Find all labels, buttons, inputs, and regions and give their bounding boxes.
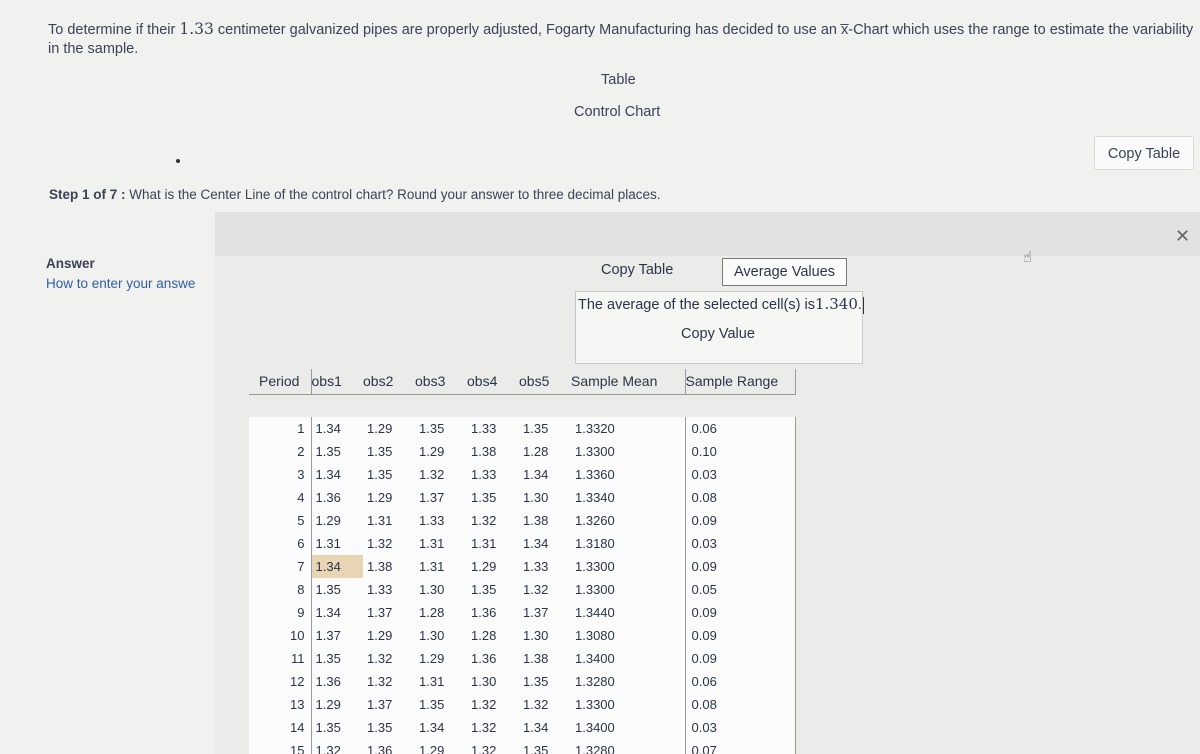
cell-obs3[interactable]: 1.32 xyxy=(415,463,467,486)
how-to-enter-link[interactable]: How to enter your answe xyxy=(46,276,196,291)
cell-sample-mean[interactable]: 1.3400 xyxy=(571,647,685,670)
table-row xyxy=(249,624,795,647)
cell-obs5[interactable]: 1.35 xyxy=(519,417,571,440)
cell-obs4[interactable]: 1.33 xyxy=(467,417,519,440)
header-obs2: obs2 xyxy=(363,373,394,390)
cell-obs5[interactable]: 1.30 xyxy=(523,628,549,643)
cell-obs1[interactable]: 1.35 xyxy=(315,444,341,459)
cell-obs2[interactable]: 1.31 xyxy=(363,509,415,532)
cell-sample-mean[interactable]: 1.3360 xyxy=(571,463,685,486)
cell-obs4[interactable]: 1.32 xyxy=(467,509,519,532)
cell-sample-mean[interactable]: 1.3260 xyxy=(571,509,685,532)
copy-value-button[interactable]: Copy Value xyxy=(681,326,755,342)
cell-obs1[interactable]: 1.29 xyxy=(311,509,363,532)
cell-sample-range[interactable]: 0.06 xyxy=(685,417,795,440)
cell-obs3[interactable]: 1.30 xyxy=(419,582,445,597)
cell-sample-range[interactable]: 0.03 xyxy=(685,463,795,486)
step-text: What is the Center Line of the control chart? Round your answer to three decimal places. xyxy=(125,187,661,202)
cell-obs2[interactable]: 1.36 xyxy=(363,739,415,754)
cell-sample-mean[interactable]: 1.3180 xyxy=(571,532,685,555)
cell-obs2[interactable]: 1.32 xyxy=(367,674,393,689)
cell-obs5[interactable]: 1.32 xyxy=(519,693,571,716)
cell-sample-range[interactable]: 0.08 xyxy=(685,486,795,509)
close-icon[interactable]: ✕ xyxy=(1175,226,1191,246)
cell-period[interactable]: 12 xyxy=(249,670,311,693)
table-row xyxy=(249,578,795,601)
cell-sample-range[interactable]: 0.10 xyxy=(685,440,795,463)
average-suffix: . xyxy=(857,297,862,313)
cell-period[interactable]: 14 xyxy=(249,716,311,739)
cell-obs2[interactable]: 1.35 xyxy=(367,720,393,735)
text-cursor xyxy=(863,297,864,314)
table-row xyxy=(249,555,795,578)
control-chart-link[interactable]: Control Chart xyxy=(574,104,661,120)
table-row xyxy=(249,486,795,509)
table-row xyxy=(249,463,795,486)
cell-period[interactable]: 7 xyxy=(249,555,311,578)
cell-obs1[interactable]: 1.35 xyxy=(315,720,341,735)
cell-obs3[interactable]: 1.33 xyxy=(415,509,467,532)
cell-obs1[interactable]: 1.34 xyxy=(311,601,363,624)
cell-obs1[interactable]: 1.34 xyxy=(311,463,363,486)
cell-obs2[interactable]: 1.38 xyxy=(363,555,415,578)
table-row xyxy=(249,509,795,532)
cell-obs2[interactable]: 1.32 xyxy=(363,647,415,670)
cell-sample-mean[interactable]: 1.3300 xyxy=(571,693,685,716)
cell-obs1[interactable]: 1.32 xyxy=(311,739,363,754)
cell-obs2[interactable]: 1.37 xyxy=(363,693,415,716)
cell-obs1[interactable]: 1.29 xyxy=(311,693,363,716)
table-link[interactable]: Table xyxy=(601,72,636,88)
cell-period[interactable]: 5 xyxy=(249,509,311,532)
cell-obs3[interactable]: 1.34 xyxy=(419,720,445,735)
cell-sample-mean[interactable]: 1.3300 xyxy=(571,440,685,463)
cell-obs3[interactable]: 1.35 xyxy=(415,417,467,440)
cell-obs3[interactable]: 1.31 xyxy=(415,555,467,578)
xbar-symbol: x̅ xyxy=(840,22,849,38)
cell-obs3[interactable]: 1.28 xyxy=(415,601,467,624)
cell-sample-mean[interactable]: 1.3320 xyxy=(571,417,685,440)
cell-period[interactable]: 15 xyxy=(249,739,311,754)
step-label: Step 1 of 7 : xyxy=(49,187,126,202)
average-result-text xyxy=(578,295,864,314)
cell-period[interactable]: 6 xyxy=(249,532,311,555)
cell-obs5[interactable]: 1.38 xyxy=(519,647,571,670)
cell-obs3[interactable]: 1.29 xyxy=(419,444,445,459)
table-row xyxy=(249,647,795,670)
cell-obs1[interactable]: 1.34 xyxy=(311,555,363,578)
header-obs1: obs1 xyxy=(311,373,342,390)
step-prompt xyxy=(49,187,661,202)
cell-obs1[interactable]: 1.35 xyxy=(315,582,341,597)
cell-period[interactable]: 10 xyxy=(249,624,311,647)
header-sample-range: Sample Range xyxy=(685,369,795,394)
cell-obs2[interactable]: 1.29 xyxy=(363,417,415,440)
cell-obs4[interactable]: 1.28 xyxy=(471,628,497,643)
cell-obs4[interactable]: 1.32 xyxy=(467,693,519,716)
table-body xyxy=(249,417,795,754)
cell-sample-range[interactable]: 0.05 xyxy=(685,578,795,601)
cell-obs3[interactable]: 1.29 xyxy=(415,647,467,670)
cell-sample-range[interactable]: 0.09 xyxy=(685,509,795,532)
cell-sample-range[interactable]: 0.06 xyxy=(685,670,795,693)
cell-sample-range[interactable]: 0.08 xyxy=(685,693,795,716)
cell-sample-range[interactable]: 0.03 xyxy=(685,532,795,555)
cell-obs2[interactable]: 1.33 xyxy=(367,582,393,597)
header-obs3: obs3 xyxy=(415,373,446,390)
cell-obs3[interactable]: 1.35 xyxy=(415,693,467,716)
table-row xyxy=(249,440,795,463)
cell-obs5[interactable]: 1.34 xyxy=(523,720,549,735)
table-header-row xyxy=(249,369,795,394)
cell-obs4[interactable]: 1.35 xyxy=(471,582,497,597)
copy-table-button[interactable]: Copy Table xyxy=(1094,136,1194,170)
data-table xyxy=(249,369,796,754)
cell-sample-range[interactable]: 0.09 xyxy=(685,624,795,647)
cell-obs1[interactable]: 1.31 xyxy=(315,536,341,551)
cell-sample-mean[interactable]: 1.3440 xyxy=(571,601,685,624)
question-part-3: -Chart which uses the range to estimate the variability in the sample. xyxy=(48,22,1194,57)
question-text xyxy=(48,20,1198,59)
header-sample-mean: Sample Mean xyxy=(571,369,685,394)
cell-obs2[interactable]: 1.32 xyxy=(367,536,393,551)
table-row xyxy=(249,532,795,555)
cell-obs4[interactable]: 1.32 xyxy=(471,720,497,735)
bullet-dot xyxy=(176,159,180,163)
average-values-button[interactable]: Average Values xyxy=(722,258,847,286)
hand-cursor-icon: ☝ xyxy=(1023,249,1033,266)
cell-obs4[interactable]: 1.31 xyxy=(471,536,497,551)
cell-obs1[interactable]: 1.37 xyxy=(315,628,341,643)
cell-obs5[interactable]: 1.32 xyxy=(523,582,549,597)
cell-sample-mean[interactable]: 1.3080 xyxy=(571,624,685,647)
cell-obs4[interactable]: 1.29 xyxy=(467,555,519,578)
cell-obs2[interactable]: 1.29 xyxy=(367,490,393,505)
cell-period[interactable]: 13 xyxy=(249,693,311,716)
cell-sample-mean[interactable]: 1.3400 xyxy=(571,716,685,739)
cell-sample-range[interactable]: 0.07 xyxy=(685,739,795,754)
cell-obs2[interactable]: 1.35 xyxy=(363,463,415,486)
question-part-1: To determine if their xyxy=(48,22,180,38)
cell-obs1[interactable]: 1.36 xyxy=(315,490,341,505)
cell-obs2[interactable]: 1.35 xyxy=(367,444,393,459)
header-period: Period xyxy=(249,369,311,394)
cell-obs3[interactable]: 1.37 xyxy=(419,490,445,505)
cell-obs4[interactable]: 1.38 xyxy=(471,444,497,459)
table-row xyxy=(249,739,795,754)
table-row xyxy=(249,716,795,739)
cell-obs5[interactable]: 1.37 xyxy=(519,601,571,624)
cell-obs5[interactable]: 1.34 xyxy=(519,463,571,486)
cell-obs2[interactable]: 1.37 xyxy=(363,601,415,624)
cell-obs1[interactable]: 1.34 xyxy=(311,417,363,440)
cell-sample-mean[interactable]: 1.3280 xyxy=(571,670,685,693)
cell-period[interactable]: 11 xyxy=(249,647,311,670)
cell-obs5[interactable]: 1.35 xyxy=(523,674,549,689)
table-row xyxy=(249,670,795,693)
popup-header-bar[interactable] xyxy=(215,212,1200,256)
cell-period[interactable]: 1 xyxy=(249,417,311,440)
pipe-size: 1.33 xyxy=(179,20,214,38)
cell-obs3[interactable]: 1.31 xyxy=(419,674,445,689)
table-row xyxy=(249,693,795,716)
answer-label: Answer xyxy=(46,256,95,271)
average-value: 1.340 xyxy=(814,295,858,313)
cell-obs5[interactable]: 1.34 xyxy=(523,536,549,551)
question-part-2: centimeter galvanized pipes are properly adjusted, Fogarty Manufacturing has decided to use an xyxy=(213,22,841,38)
table-row xyxy=(249,601,795,624)
cell-obs5[interactable]: 1.35 xyxy=(519,739,571,754)
header-obs5: obs5 xyxy=(519,373,550,390)
cell-sample-range[interactable]: 0.09 xyxy=(685,647,795,670)
cell-period[interactable]: 4 xyxy=(249,486,311,509)
cell-sample-mean[interactable]: 1.3300 xyxy=(571,555,685,578)
cell-obs3[interactable]: 1.31 xyxy=(419,536,445,551)
cell-obs2[interactable]: 1.29 xyxy=(367,628,393,643)
cell-period[interactable]: 9 xyxy=(249,601,311,624)
cell-period[interactable]: 8 xyxy=(249,578,311,601)
cell-obs3[interactable]: 1.30 xyxy=(419,628,445,643)
cell-period[interactable]: 2 xyxy=(249,440,311,463)
cell-obs5[interactable]: 1.30 xyxy=(523,490,549,505)
table-row xyxy=(249,417,795,440)
cell-obs4[interactable]: 1.36 xyxy=(467,601,519,624)
cell-sample-range[interactable]: 0.09 xyxy=(685,601,795,624)
cell-obs1[interactable]: 1.35 xyxy=(311,647,363,670)
cell-obs4[interactable]: 1.32 xyxy=(467,739,519,754)
popup-copy-table-button[interactable]: Copy Table xyxy=(601,262,674,278)
cell-obs3[interactable]: 1.29 xyxy=(415,739,467,754)
cell-obs5[interactable]: 1.33 xyxy=(519,555,571,578)
cell-sample-mean[interactable]: 1.3340 xyxy=(571,486,685,509)
cell-period[interactable]: 3 xyxy=(249,463,311,486)
cell-sample-mean[interactable]: 1.3280 xyxy=(571,739,685,754)
header-obs4: obs4 xyxy=(467,373,498,390)
cell-obs4[interactable]: 1.33 xyxy=(467,463,519,486)
cell-obs1[interactable]: 1.36 xyxy=(315,674,341,689)
cell-obs4[interactable]: 1.35 xyxy=(471,490,497,505)
cell-sample-range[interactable]: 0.03 xyxy=(685,716,795,739)
cell-obs4[interactable]: 1.30 xyxy=(471,674,497,689)
average-prefix: The average of the selected cell(s) is xyxy=(578,297,815,313)
cell-obs5[interactable]: 1.38 xyxy=(519,509,571,532)
cell-obs4[interactable]: 1.36 xyxy=(467,647,519,670)
cell-obs5[interactable]: 1.28 xyxy=(523,444,549,459)
cell-sample-range[interactable]: 0.09 xyxy=(685,555,795,578)
cell-sample-mean[interactable]: 1.3300 xyxy=(571,578,685,601)
